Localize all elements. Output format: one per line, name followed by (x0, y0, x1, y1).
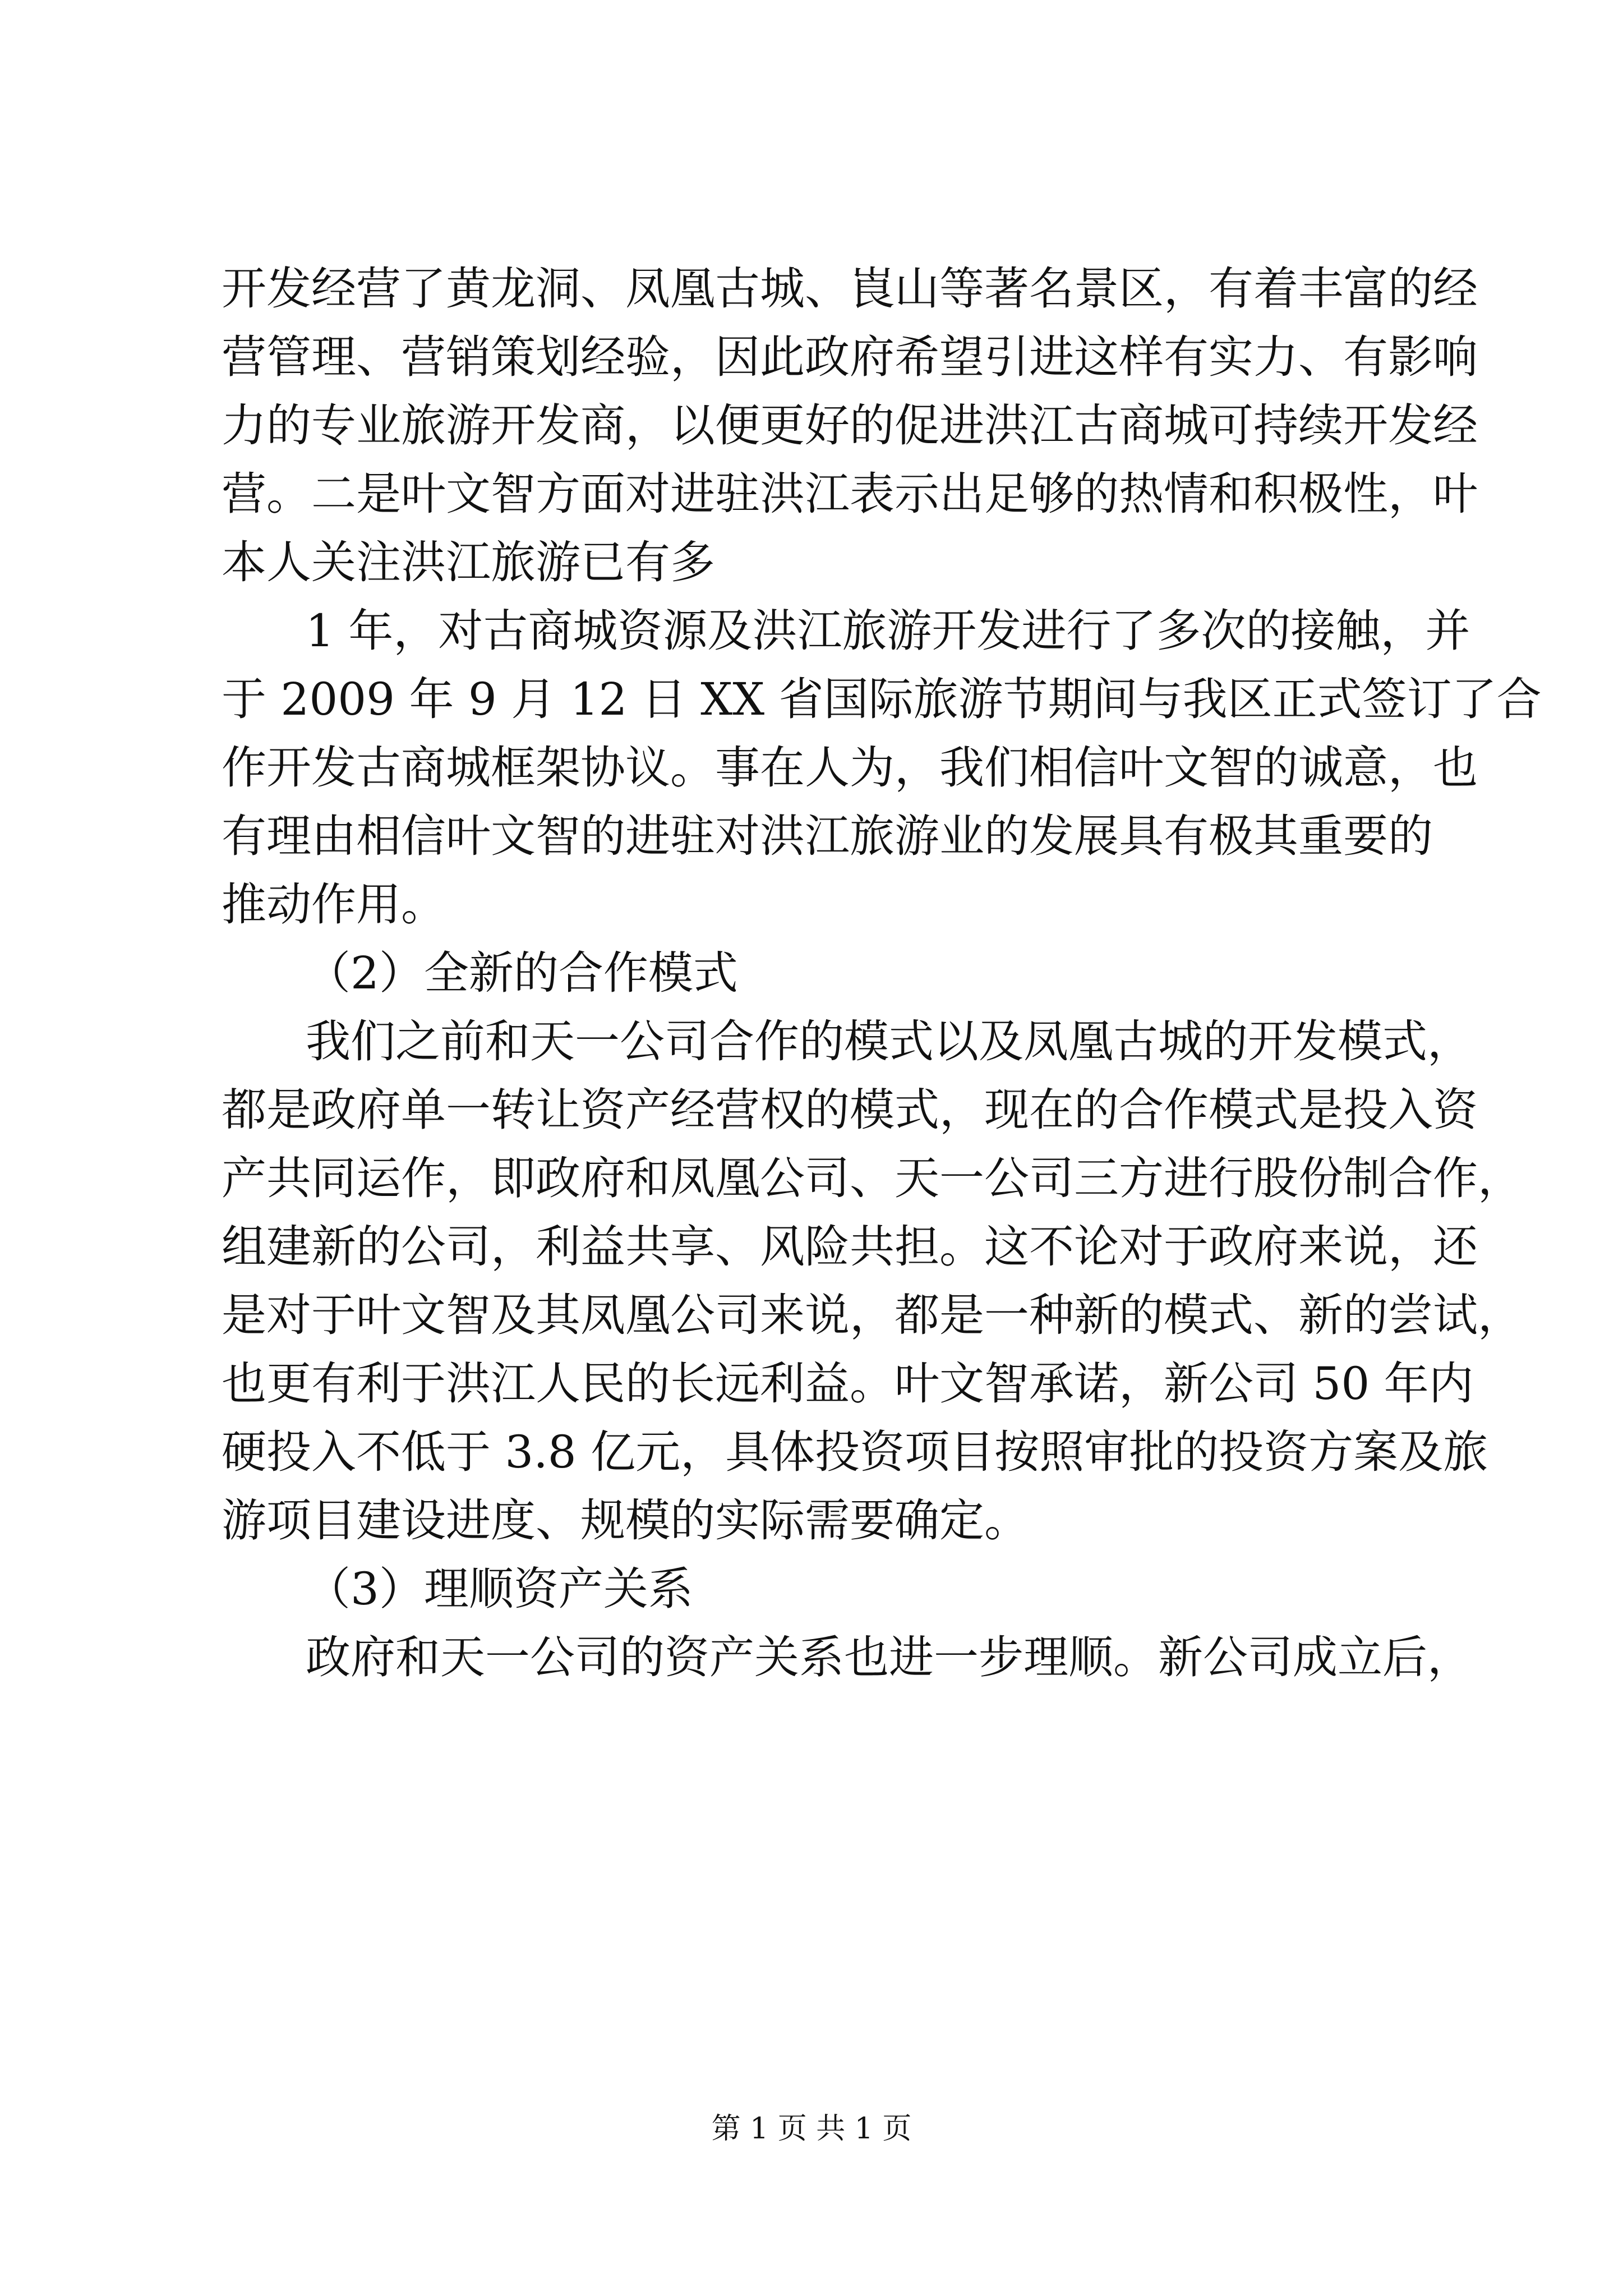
text-line: 组建新的公司，利益共享、风险共担。这不论对于政府来说，还 (222, 1221, 1478, 1273)
text-line: 有理由相信叶文智的进驻对洪江旅游业的发展具有极其重要的 (222, 810, 1433, 862)
paragraph-first-line: 1 年，对古商城资源及洪江旅游开发进行了多次的接触，并 (306, 605, 1470, 657)
text-line: 力的专业旅游开发商，以便更好的促进洪江古商城可持续开发经 (222, 399, 1478, 452)
text-line: 推动作用。 (222, 878, 446, 931)
text-line: 营。二是叶文智方面对进驻洪江表示出足够的热情和积极性，叶 (222, 468, 1478, 520)
text-line: 作开发古商城框架协议。事在人为，我们相信叶文智的诚意，也 (222, 742, 1478, 794)
text-line: 都是政府单一转让资产经营权的模式，现在的合作模式是投入资 (222, 1084, 1478, 1136)
text-line: 开发经营了黄龙洞、凤凰古城、崀山等著名景区，有着丰富的经 (222, 263, 1478, 315)
page-footer: 第 1 页 共 1 页 (711, 2112, 912, 2146)
section-heading: （2）全新的合作模式 (306, 947, 738, 999)
text-line: 本人关注洪江旅游已有多 (222, 536, 715, 588)
text-line: 于 2009 年 9 月 12 日 XX 省国际旅游节期间与我区正式签订了合 (222, 673, 1542, 725)
paragraph-first-line: 政府和天一公司的资产关系也进一步理顺。新公司成立后， (306, 1631, 1472, 1683)
text-line: 是对于叶文智及其凤凰公司来说，都是一种新的模式、新的尝试， (222, 1289, 1523, 1341)
section-heading: （3）理顺资产关系 (306, 1563, 693, 1615)
text-line: 硬投入不低于 3.8 亿元，具体投资项目按照审批的投资方案及旅 (222, 1426, 1488, 1478)
text-line: 营管理、营销策划经验，因此政府希望引进这样有实力、有影响 (222, 331, 1478, 383)
paragraph-first-line: 我们之前和天一公司合作的模式以及凤凰古城的开发模式， (306, 1015, 1472, 1068)
document-body (222, 255, 1542, 1692)
text-line: 也更有利于洪江人民的长远利益。叶文智承诺，新公司 50 年内 (222, 1358, 1474, 1410)
text-line: 游项目建设进度、规模的实际需要确定。 (222, 1494, 1029, 1547)
text-line: 产共同运作，即政府和凤凰公司、天一公司三方进行股份制合作， (222, 1152, 1523, 1204)
